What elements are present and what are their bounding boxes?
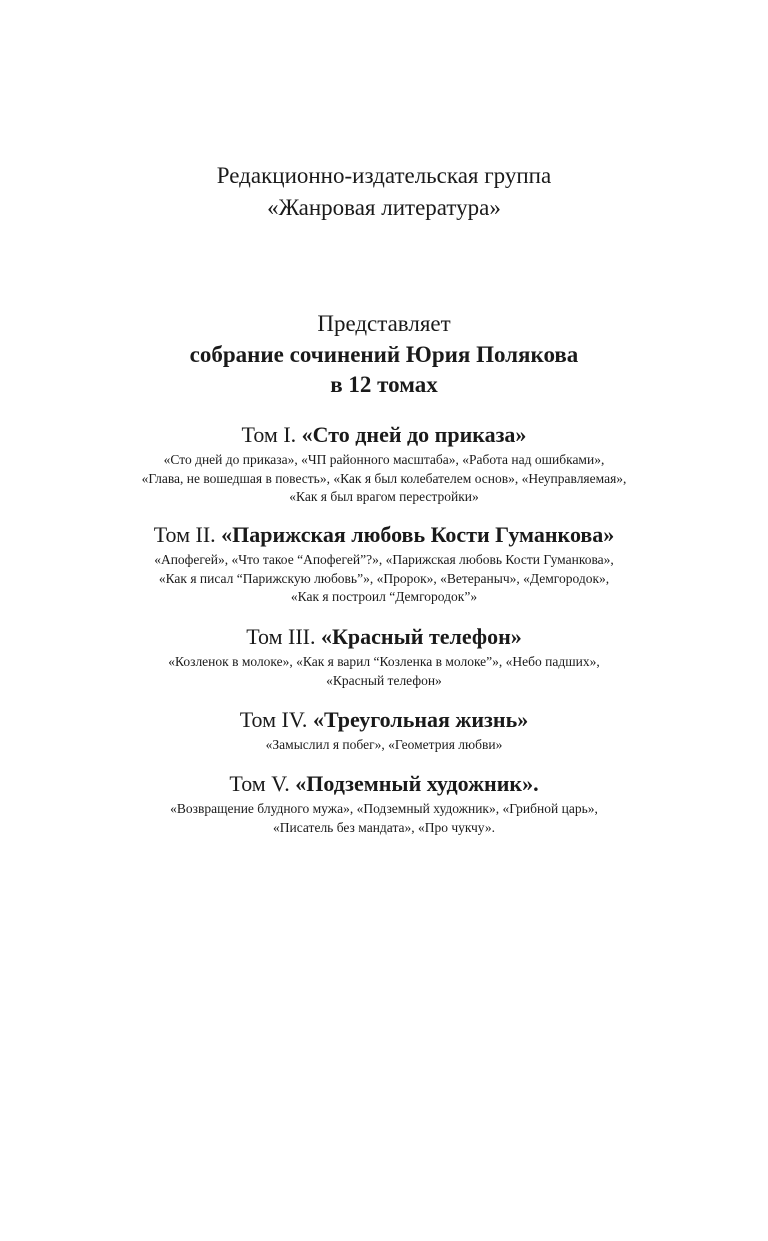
volume-works: [0, 451, 768, 507]
volume-title: «Подземный художник».: [295, 771, 539, 796]
volume-number: Том II.: [153, 522, 222, 547]
volume-heading: [0, 706, 768, 734]
works-line: «Апофегей», «Что такое “Апофегей”?», «Парижская любовь Кости Гуманкова»,: [154, 552, 614, 567]
volume-1: [0, 421, 768, 507]
publisher-line-2: «Жанровая литература»: [267, 195, 501, 220]
collection-title-line-1: собрание сочинений Юрия Полякова: [189, 342, 579, 367]
volume-heading: [0, 421, 768, 449]
volume-title: «Красный телефон»: [320, 624, 522, 649]
works-line: «Писатель без мандата», «Про чукчу».: [273, 819, 495, 835]
publisher-line-1: Редакционно-издательская группа: [216, 163, 552, 188]
volume-2: [0, 521, 768, 607]
volume-heading: [0, 521, 768, 549]
works-line: «Как я писал “Парижскую любовь”», «Пророк», «Ветераныч», «Демгородок»,: [158, 570, 610, 586]
publisher-block: [0, 160, 768, 224]
volume-works: [0, 800, 768, 837]
collection-title-line-2: в 12 томах: [330, 372, 438, 397]
works-line: «Сто дней до приказа», «ЧП районного масштаба», «Работа над ошибками»,: [163, 452, 605, 467]
volume-works: [0, 551, 768, 607]
works-line: «Возвращение блудного мужа», «Подземный художник», «Грибной царь»,: [170, 801, 598, 816]
volume-title: «Треугольная жизнь»: [312, 707, 529, 732]
works-line: «Как я построил “Демгородок”»: [290, 589, 478, 604]
intro-block: [0, 308, 768, 400]
works-line: «Замыслил я побег», «Геометрия любви»: [265, 737, 503, 752]
volume-number: Том V.: [229, 771, 296, 796]
volume-3: [0, 623, 768, 690]
works-line: «Красный телефон»: [326, 672, 442, 688]
presents-heading: Представляет: [317, 311, 451, 336]
volume-heading: [0, 770, 768, 798]
volume-5: [0, 770, 768, 837]
works-line: «Как я был врагом перестройки»: [289, 489, 479, 504]
volume-heading: [0, 623, 768, 651]
works-line: «Козленок в молоке», «Как я варил “Козленка в молоке”», «Небо падших»,: [168, 654, 600, 669]
volume-number: Том I.: [241, 422, 302, 447]
volume-title: «Парижская любовь Кости Гуманкова»: [221, 522, 615, 547]
volume-number: Том IV.: [239, 707, 313, 732]
volume-works: [0, 653, 768, 690]
volume-works: [0, 736, 768, 755]
volume-title: «Сто дней до приказа»: [301, 422, 527, 447]
volume-number: Том III.: [246, 624, 321, 649]
volume-4: [0, 706, 768, 755]
works-line: «Глава, не вошедшая в повесть», «Как я был колебателем основ», «Неуправляемая»,: [141, 470, 627, 486]
